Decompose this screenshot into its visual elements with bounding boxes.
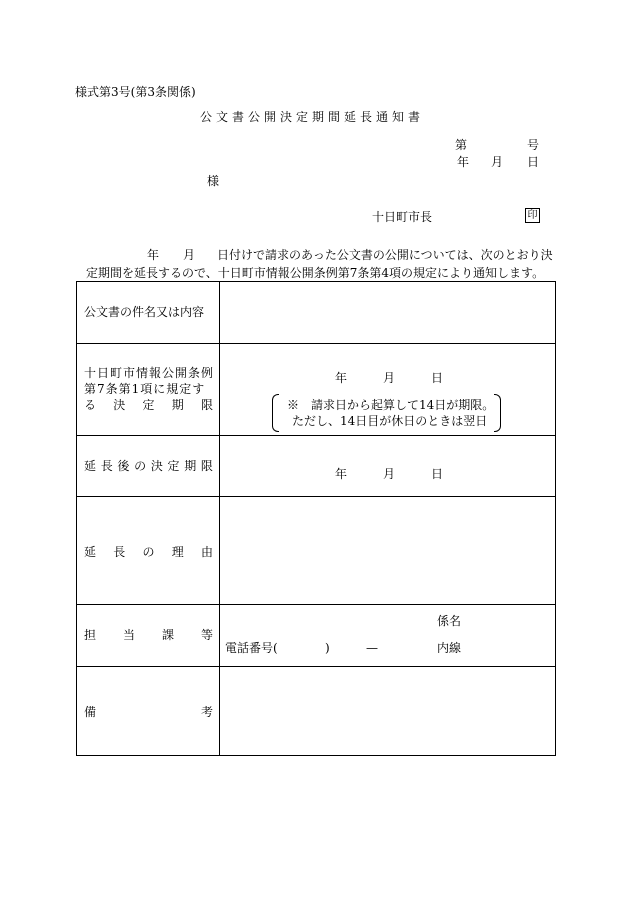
char: 期 (171, 398, 184, 412)
extension-label: 内線 (437, 641, 462, 655)
char: 限 (200, 459, 213, 473)
char: 期 (184, 459, 197, 473)
deadline-label-line-2: 第7条第1項に規定す (84, 382, 206, 396)
char: 理 (171, 545, 184, 559)
body-year: 年 (147, 248, 160, 262)
note-line-2: ただし、14日目が休日のときは翌日 (292, 414, 488, 428)
extended-deadline-label (84, 460, 213, 472)
char: 担 (84, 628, 97, 642)
char: 延 (84, 459, 97, 473)
form-table (76, 281, 556, 756)
char: 由 (200, 545, 213, 559)
char: 等 (200, 628, 213, 642)
char: る (84, 398, 97, 412)
body-month: 月 (183, 248, 196, 262)
char: の (134, 459, 147, 473)
char: 限 (200, 398, 213, 412)
form-number: 様式第3号(第3条関係) (75, 85, 196, 99)
date-month-label: 月 (491, 155, 504, 169)
char: 課 (161, 628, 174, 642)
char: 延 (84, 545, 97, 559)
char: 備 (84, 705, 97, 719)
sender-mayor: 十日町市長 (372, 210, 433, 224)
body-text-rest: 日付けで請求のあった公文書の公開については、次のとおり決 (217, 248, 553, 262)
deadline-year: 年 (335, 371, 348, 385)
char: 長 (113, 545, 126, 559)
number-prefix: 第 (455, 138, 468, 152)
deadline-label-line-3 (84, 399, 213, 411)
phone-label: 電話番号( (225, 641, 278, 655)
column-divider (219, 282, 220, 755)
phone-dash: — (366, 641, 378, 655)
deadline-label-line-1: 十日町市情報公開条例 (84, 366, 215, 380)
seal-stamp: 印 (525, 208, 540, 223)
remarks-label (84, 706, 213, 718)
row-divider (77, 604, 555, 605)
phone-close-paren: ) (325, 641, 330, 655)
char: 決 (150, 459, 163, 473)
reason-label (84, 546, 213, 558)
note-line-1: ※ 請求日から起算して14日が期限。 (287, 398, 495, 412)
deadline-day: 日 (431, 371, 444, 385)
row-divider (77, 435, 555, 436)
addressee-honorific: 様 (207, 174, 220, 188)
subject-label: 公文書の件名又は内容 (84, 305, 205, 319)
extended-year: 年 (335, 467, 348, 481)
char: 後 (117, 459, 130, 473)
row-divider (77, 496, 555, 497)
body-text-line-2: 定期間を延長するので、十日町市情報公開条例第7条第4項の規定により通知します。 (86, 266, 545, 280)
date-year-label: 年 (457, 155, 470, 169)
deadline-month: 月 (383, 371, 396, 385)
document-title: 公文書公開決定期間延長通知書 (200, 110, 425, 124)
char: 決 (113, 398, 126, 412)
extended-day: 日 (431, 467, 444, 481)
section-name-label: 係名 (437, 614, 462, 628)
char: の (142, 545, 155, 559)
char: 定 (167, 459, 180, 473)
body-text-line-1 (147, 249, 553, 261)
department-label (84, 629, 213, 641)
char: 定 (142, 398, 155, 412)
char: 当 (122, 628, 135, 642)
number-suffix: 号 (527, 138, 540, 152)
char: 長 (100, 459, 113, 473)
char: 考 (200, 705, 213, 719)
extended-month: 月 (383, 467, 396, 481)
row-divider (77, 666, 555, 667)
row-divider (77, 343, 555, 344)
note-bracket-right (494, 394, 501, 432)
date-day-label: 日 (527, 155, 540, 169)
note-bracket-left (272, 394, 279, 432)
